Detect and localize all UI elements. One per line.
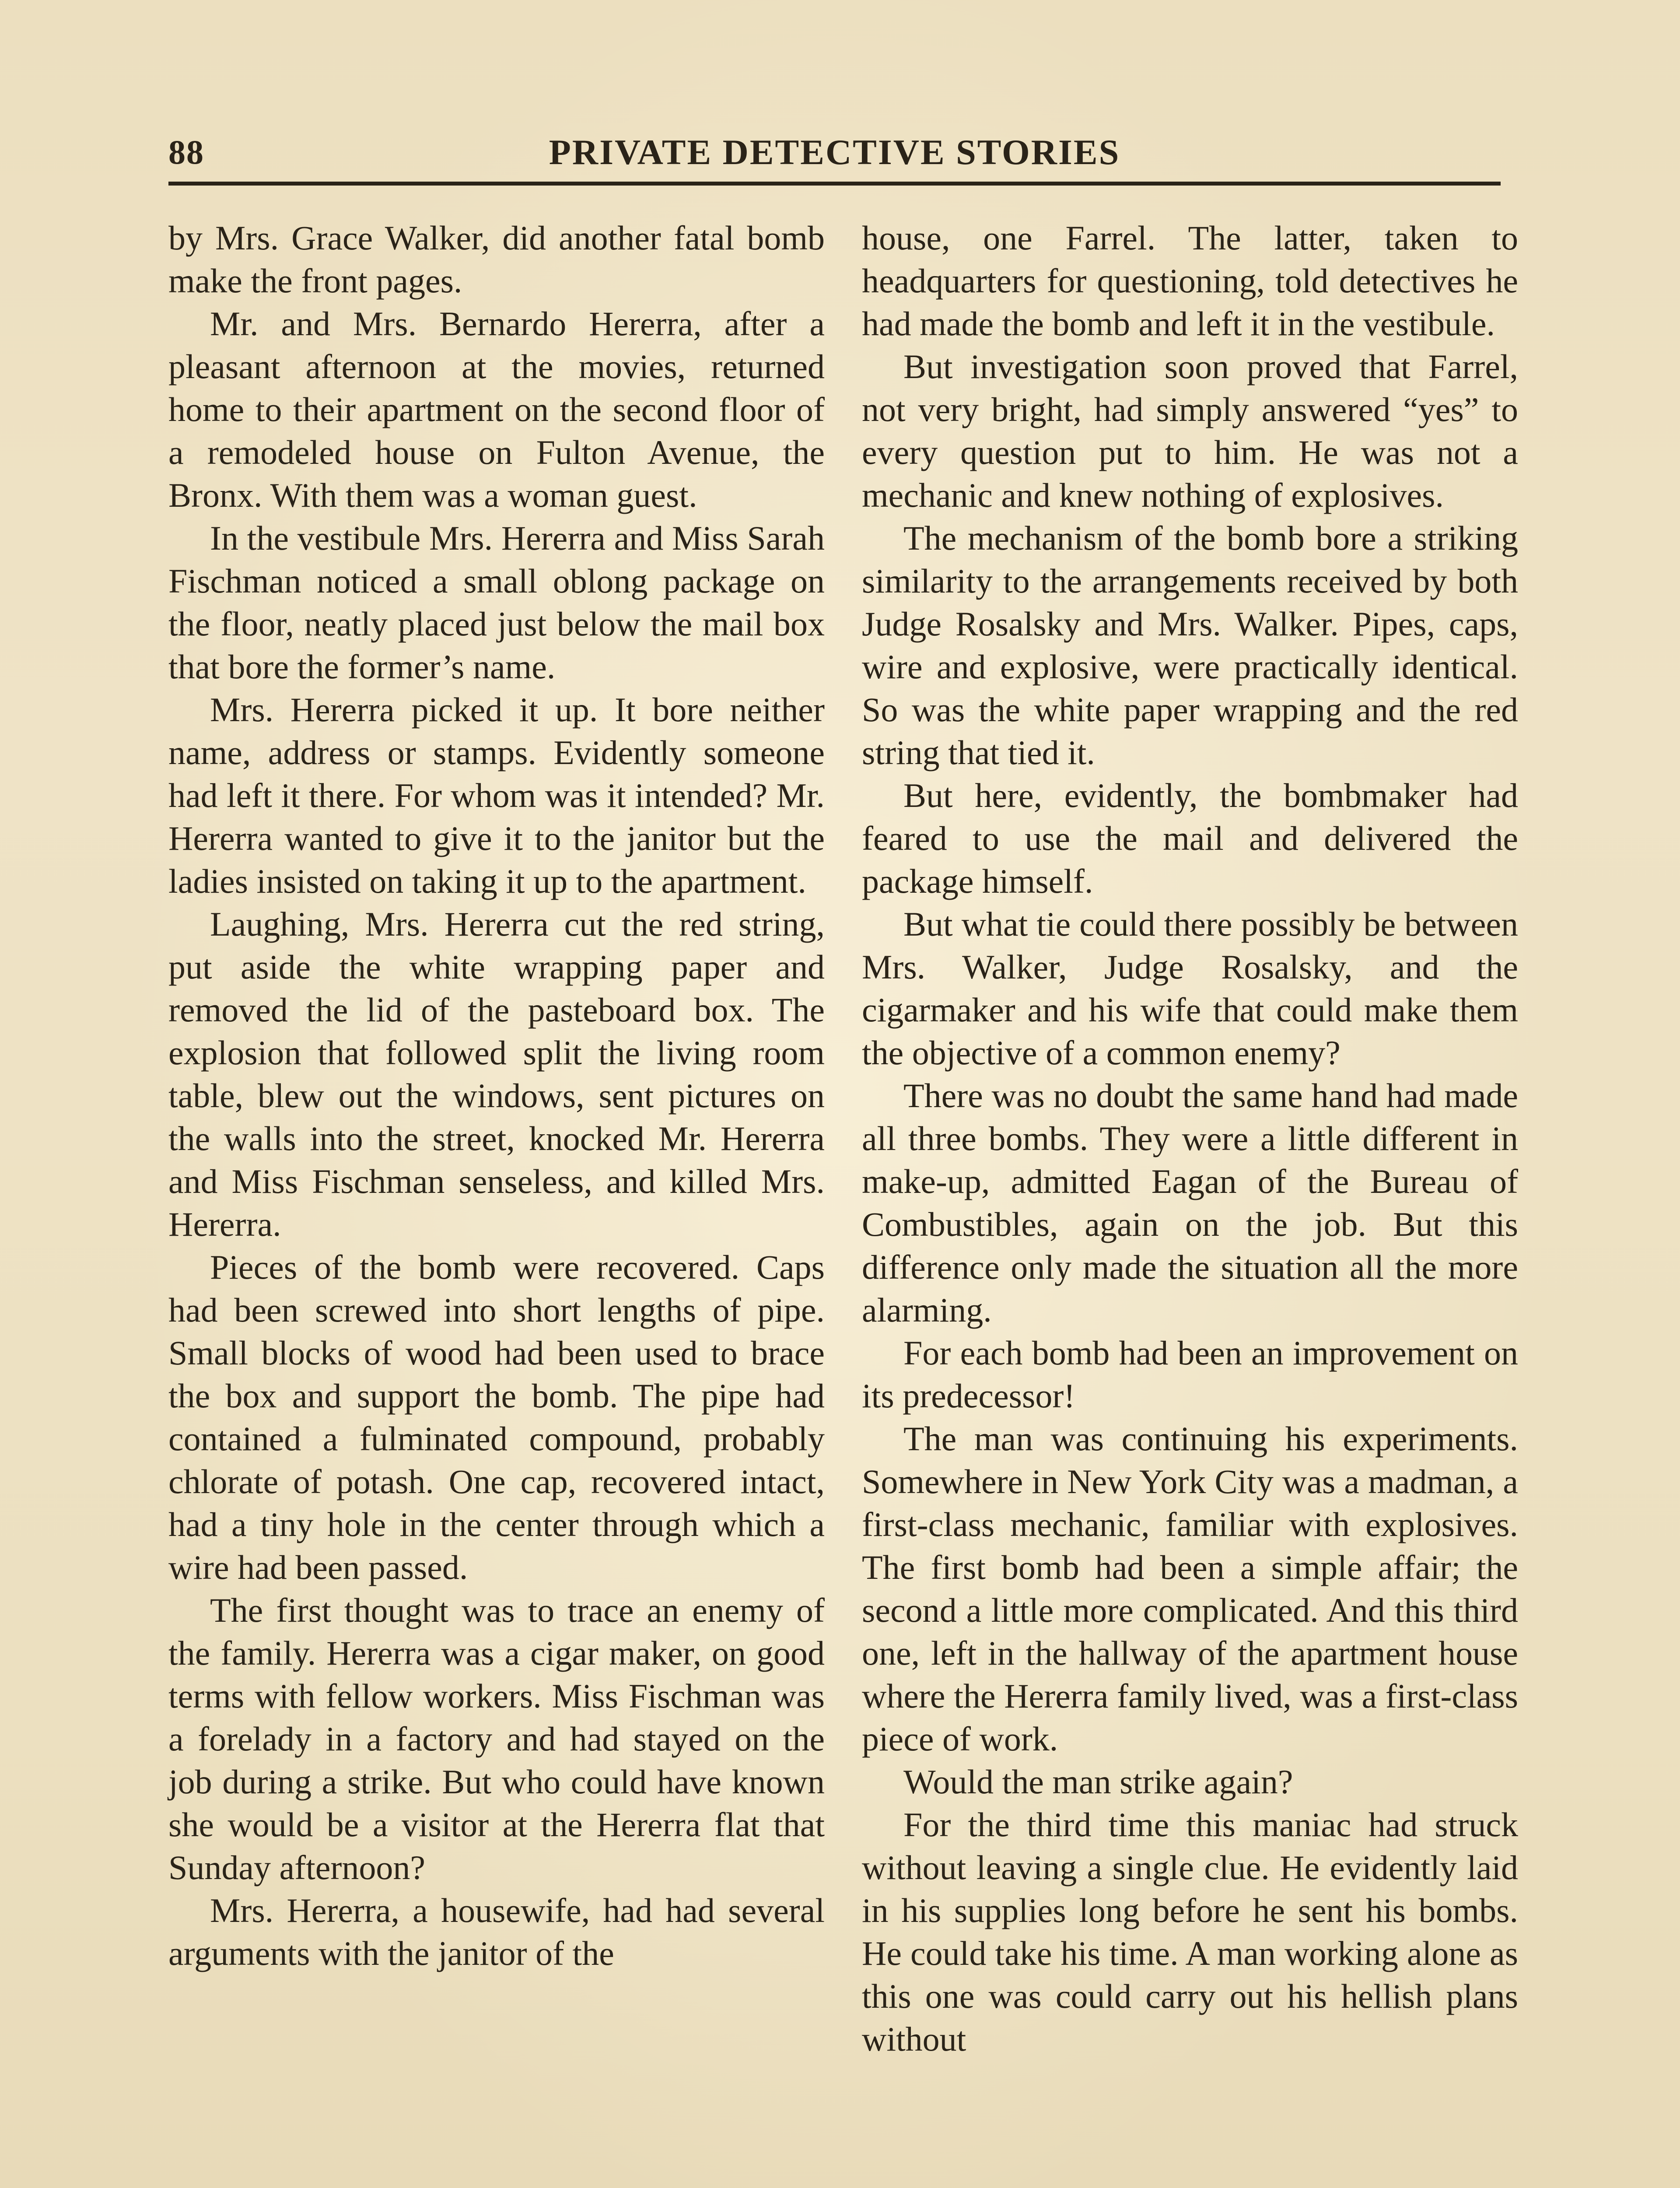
paragraph: house, one Farrel. The latter, taken to headquarters for questioning, told detectives he had made the bomb and left it in the vestibule. (862, 219, 1518, 343)
paragraph: Laughing, Mrs. Hererra cut the red string, put aside the white wrapping paper and removed the lid of the pasteboard box. The explosion that followed split the living room table, blew out the windows, sent pictures on the walls into the street, knocked Mr. Hererra and Miss Fischman senseless, and killed Mrs. Hererra. (168, 905, 825, 1243)
paragraph: Mr. and Mrs. Bernardo Hererra, after a pleasant afternoon at the movies, returned home to their apartment on the second floor of a remodeled house on Fulton Avenue, the Bronx. With them was a woman guest. (168, 305, 825, 514)
left-column (168, 217, 825, 1975)
paragraph: Mrs. Hererra picked it up. It bore neither name, address or stamps. Evidently someone had left it there. For whom was it intended? Mr. Hererra wanted to give it to the janitor but the ladies insisted on taking it up to the apartment. (168, 691, 825, 900)
page-header (168, 116, 1501, 186)
paragraph: The mechanism of the bomb bore a striking similarity to the arrangements received by both Judge Rosalsky and Mrs. Walker. Pipes, caps, wire and explosive, were practically identical. So was the white paper wrapping and the red string that tied it. (862, 519, 1518, 771)
paragraph: But what tie could there possibly be between Mrs. Walker, Judge Rosalsky, and the cigarmaker and his wife that could make them the objective of a common enemy? (862, 905, 1518, 1072)
paragraph: There was no doubt the same hand had made all three bombs. They were a little different in make-up, admitted Eagan of the Bureau of Combustibles, again on the job. But this difference only made the situation all the more alarming. (862, 1076, 1518, 1329)
paragraph: But investigation soon proved that Farrel, not very bright, had simply answered “yes” to every question put to him. He was not a mechanic and knew nothing of explosives. (862, 347, 1518, 514)
paragraph: The man was continuing his experiments. Somewhere in New York City was a madman, a first-class mechanic, familiar with explosives. The first bomb had been a simple affair; the second a little more complicated. And this third one, left in the hallway of the apartment house where the Hererra family lived, was a first-class piece of work. (862, 1420, 1518, 1758)
paragraph: But here, evidently, the bombmaker had feared to use the mail and delivered the package himself. (862, 776, 1518, 900)
running-head: PRIVATE DETECTIVE STORIES (549, 132, 1120, 172)
paragraph: by Mrs. Grace Walker, did another fatal bomb make the front pages. (168, 219, 825, 300)
right-column (862, 217, 1518, 2061)
paragraph: For the third time this maniac had struck without leaving a single clue. He evidently laid in his supplies long before he sent his bombs. He could take his time. A man working alone as this one was could carry out his hellish plans without (862, 1806, 1518, 2058)
paragraph: For each bomb had been an improvement on its predecessor! (862, 1334, 1518, 1415)
paragraph: The first thought was to trace an enemy of the family. Hererra was a cigar maker, on good terms with fellow workers. Miss Fischman was a forelady in a factory and had stayed on the job during a strike. But who could have known she would be a visitor at the Hererra flat that Sunday afternoon? (168, 1591, 825, 1886)
page-number: 88 (168, 133, 204, 171)
paragraph: Mrs. Hererra, a housewife, had had several arguments with the janitor of the (168, 1891, 825, 1972)
paragraph: Would the man strike again? (903, 1763, 1293, 1801)
paragraph: In the vestibule Mrs. Hererra and Miss Sarah Fischman noticed a small oblong package on the floor, neatly placed just below the mail box that bore the former’s name. (168, 519, 825, 686)
paragraph: Pieces of the bomb were recovered. Caps had been screwed into short lengths of pipe. Small blocks of wood had been used to brace the box and support the bomb. The pipe had contained a fulminated compound, probably chlorate of potash. One cap, recovered intact, had a tiny hole in the center through which a wire had been passed. (168, 1248, 825, 1586)
